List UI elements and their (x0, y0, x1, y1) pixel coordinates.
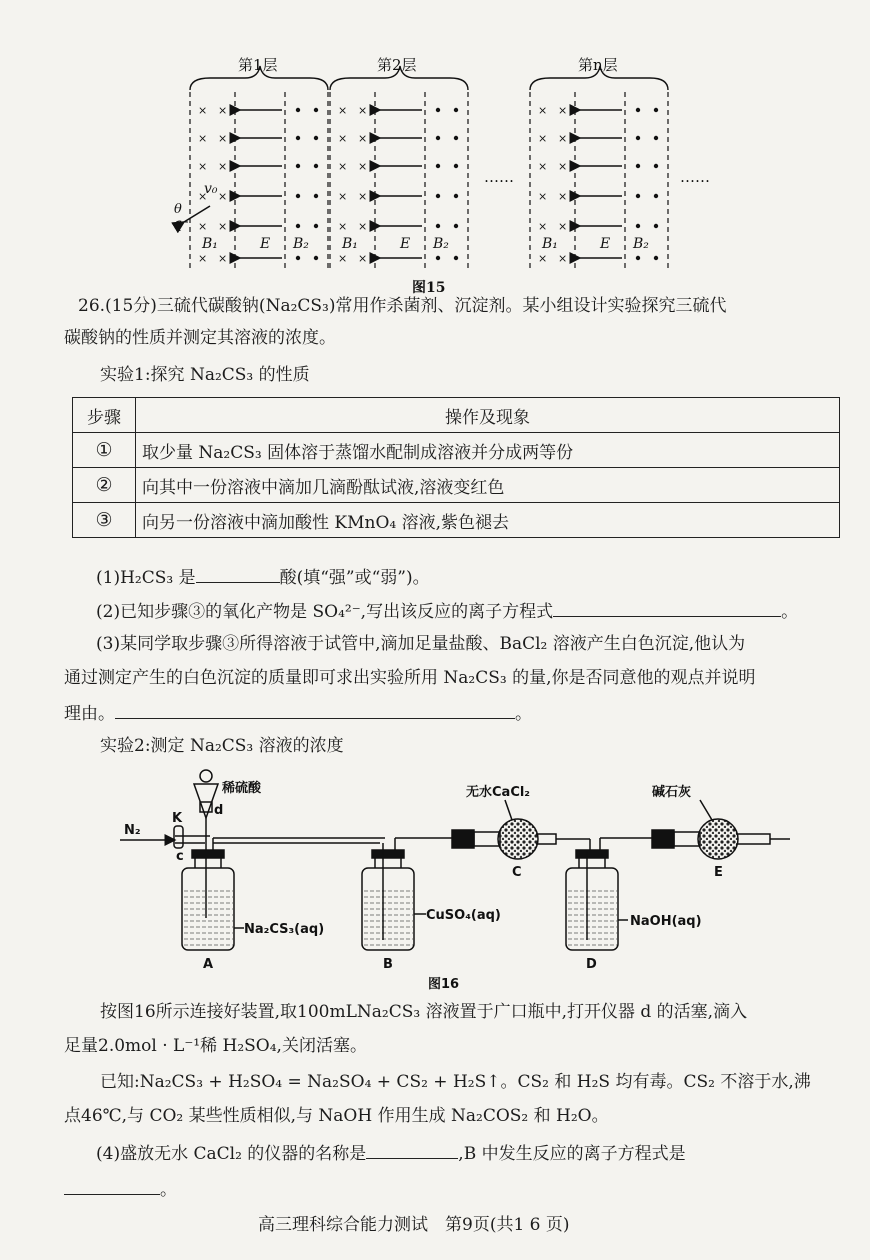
figure-15 (0, 0, 870, 300)
field-dot-mark (296, 194, 300, 198)
field-cross-mark: × (558, 160, 568, 173)
apparatus-c-label: C (512, 865, 522, 880)
field-dot-mark (436, 164, 440, 168)
step-number: ③ (73, 503, 136, 538)
field-dot-mark (314, 136, 318, 140)
field-dot-mark (454, 164, 458, 168)
q4-middle: ,B 中发生反应的离子方程式是 (458, 1144, 686, 1164)
steps-table (72, 397, 840, 538)
field-cross-mark: × (198, 132, 208, 145)
q4-suffix: 。 (160, 1180, 177, 1200)
field-dot-mark (436, 256, 440, 260)
e-label: E (400, 236, 411, 252)
field-cross-mark: × (358, 220, 368, 233)
table-row (73, 468, 840, 503)
q3-answer-blank[interactable] (115, 700, 515, 719)
field-cross-mark: × (538, 220, 548, 233)
b2-label: B₂ (293, 236, 309, 252)
field-cross-mark: × (558, 190, 568, 203)
field-cross-mark: × (338, 220, 348, 233)
field-cross-mark: × (198, 104, 208, 117)
layern-label: 第n层 (578, 56, 618, 74)
q26-intro-line1: 26.(15分)三硫代碳酸钠(Na₂CS₃)常用作杀菌剂、沉淀剂。某小组设计实验探究三硫代 (78, 296, 727, 316)
field-dot-mark (436, 194, 440, 198)
col-desc-header: 操作及现象 (136, 398, 840, 433)
para1-line2: 足量2.0mol · L⁻¹稀 H₂SO₄,关闭活塞。 (64, 1036, 367, 1056)
field-dot-mark (636, 256, 640, 260)
step-desc: 取少量 Na₂CS₃ 固体溶于蒸馏水配制成溶液并分成两等份 (136, 433, 840, 468)
table-row (73, 433, 840, 468)
b2-label: B₂ (433, 236, 449, 252)
field-cross-mark: × (218, 252, 228, 265)
soda-lime-label: 碱石灰 (652, 785, 692, 800)
field-dot-mark (636, 108, 640, 112)
field-dot-mark (296, 136, 300, 140)
theta-label: θ (174, 202, 182, 217)
cacl2-label: 无水CaCl₂ (466, 785, 531, 800)
page-footer: 高三理科综合能力测试 第9页(共1 6 页) (258, 1215, 570, 1235)
field-cross-mark: × (358, 252, 368, 265)
field-dot-mark (296, 108, 300, 112)
ellipsis-1: …… (484, 168, 514, 186)
apparatus-d-label: D (586, 957, 597, 972)
acid-label: 稀硫酸 (222, 781, 262, 796)
field-dot-mark (454, 224, 458, 228)
fig16-caption: 图16 (428, 977, 460, 992)
valve-c-label: c (176, 849, 184, 864)
d-solution-label: NaOH(aq) (630, 914, 702, 929)
field-cross-mark: × (538, 104, 548, 117)
field-cross-mark: × (338, 252, 348, 265)
para2-line1: 已知:Na₂CS₃ + H₂SO₄ = Na₂SO₄ + CS₂ + H₂S↑。CS₂ 和 H₂S 均有毒。CS₂ 不溶于水,沸 (100, 1072, 811, 1092)
field-dot-mark (296, 256, 300, 260)
field-dot-mark (314, 108, 318, 112)
exp2-title: 实验2:测定 Na₂CS₃ 溶液的浓度 (100, 736, 344, 756)
q4-answer-blank-1[interactable] (366, 1140, 458, 1159)
field-dot-mark (436, 108, 440, 112)
field-cross-mark: × (558, 252, 568, 265)
valve-k-label: K (172, 811, 183, 826)
layer1-label: 第1层 (238, 56, 278, 74)
apparatus-a-label: A (203, 957, 214, 972)
field-dot-mark (654, 164, 658, 168)
field-dot-mark (314, 256, 318, 260)
question-3-end (64, 700, 532, 727)
col-step-header: 步骤 (73, 398, 136, 433)
exp1-title: 实验1:探究 Na₂CS₃ 的性质 (100, 365, 310, 385)
q-label: q (173, 216, 182, 232)
b2-label: B₂ (633, 236, 649, 252)
field-cross-mark: × (338, 104, 348, 117)
field-dot-mark (454, 194, 458, 198)
field-dot-mark (636, 136, 640, 140)
field-cross-mark: × (538, 190, 548, 203)
field-cross-mark: × (338, 190, 348, 203)
field-dot-mark (314, 164, 318, 168)
field-cross-mark: × (558, 104, 568, 117)
field-dot-mark (314, 224, 318, 228)
field-cross-mark: × (198, 252, 208, 265)
question-4-end (64, 1176, 177, 1203)
field-dot-mark (636, 194, 640, 198)
field-cross-mark: × (198, 220, 208, 233)
layer2-label: 第2层 (377, 56, 417, 74)
field-cross-mark: × (218, 220, 228, 233)
field-cross-mark: × (338, 132, 348, 145)
table-row (73, 503, 840, 538)
b-solution-label: CuSO₄(aq) (426, 908, 501, 923)
field-cross-mark: × (218, 104, 228, 117)
e-label: E (600, 236, 611, 252)
field-dot-mark (454, 108, 458, 112)
figure-16 (0, 768, 870, 998)
a-solution-label: Na₂CS₃(aq) (244, 922, 325, 937)
q2-suffix: 。 (781, 602, 799, 622)
field-dot-mark (636, 224, 640, 228)
b1-label: B₁ (542, 236, 558, 252)
table-header (73, 398, 840, 433)
field-dot-mark (654, 194, 658, 198)
q3-line3: 理由。 (64, 704, 115, 724)
q2-answer-blank[interactable] (553, 598, 781, 617)
q4-answer-blank-2[interactable] (64, 1176, 160, 1195)
question-1 (96, 564, 430, 591)
field-dot-mark (636, 164, 640, 168)
q2-prefix: (2)已知步骤③的氧化产物是 SO₄²⁻,写出该反应的离子方程式 (96, 602, 554, 622)
funnel-d-label: d (214, 803, 224, 818)
q3-suffix: 。 (515, 704, 532, 724)
field-cross-mark: × (218, 190, 228, 203)
n2-label: N₂ (124, 823, 141, 838)
question-4 (96, 1140, 686, 1167)
field-cross-mark: × (538, 160, 548, 173)
field-dot-mark (314, 194, 318, 198)
field-dot-mark (296, 224, 300, 228)
step-number: ② (73, 468, 136, 503)
q4-prefix: (4)盛放无水 CaCl₂ 的仪器的名称是 (96, 1144, 367, 1164)
field-dot-mark (436, 136, 440, 140)
field-cross-mark: × (218, 132, 228, 145)
field-dot-mark (454, 136, 458, 140)
field-cross-mark: × (198, 190, 208, 203)
field-dot-mark (654, 136, 658, 140)
q1-prefix: (1)H₂CS₃ 是 (96, 568, 196, 588)
b1-label: B₁ (342, 236, 358, 252)
ellipsis-2: …… (680, 168, 710, 186)
step-desc: 向另一份溶液中滴加酸性 KMnO₄ 溶液,紫色褪去 (136, 503, 840, 538)
field-cross-mark: × (558, 132, 568, 145)
field-dot-mark (454, 256, 458, 260)
field-dot-mark (654, 224, 658, 228)
e-label: E (260, 236, 271, 252)
field-cross-mark: × (218, 160, 228, 173)
field-cross-mark: × (338, 160, 348, 173)
field-cross-mark: × (538, 132, 548, 145)
q1-suffix: 酸(填“强”或“弱”)。 (279, 568, 430, 588)
q26-intro-line2: 碳酸钠的性质并测定其溶液的浓度。 (64, 328, 336, 348)
field-dot-mark (654, 108, 658, 112)
v0-label: v₀ (204, 181, 218, 197)
step-desc: 向其中一份溶液中滴加几滴酚酞试液,溶液变红色 (136, 468, 840, 503)
apparatus-b-label: B (383, 957, 393, 972)
field-cross-mark: × (358, 190, 368, 203)
q3-line2: 通过测定产生的白色沉淀的质量即可求出实验所用 Na₂CS₃ 的量,你是否同意他的观点并说明 (64, 668, 756, 688)
field-cross-mark: × (558, 220, 568, 233)
para1-line1: 按图16所示连接好装置,取100mLNa₂CS₃ 溶液置于广口瓶中,打开仪器 d 的活塞,滴入 (100, 1002, 748, 1022)
question-2 (96, 598, 798, 625)
field-cross-mark: × (198, 160, 208, 173)
field-cross-mark: × (358, 104, 368, 117)
para2-line2: 点46℃,与 CO₂ 某些性质相似,与 NaOH 作用生成 Na₂COS₂ 和 H₂O。 (64, 1106, 609, 1126)
step-number: ① (73, 433, 136, 468)
field-dot-mark (436, 224, 440, 228)
field-cross-mark: × (358, 160, 368, 173)
fig15-caption: 图15 (412, 280, 446, 296)
b1-label: B₁ (202, 236, 218, 252)
field-cross-mark: × (358, 132, 368, 145)
field-dot-mark (296, 164, 300, 168)
q3-line1: (3)某同学取步骤③所得溶液于试管中,滴加足量盐酸、BaCl₂ 溶液产生白色沉淀,他认为 (96, 634, 746, 654)
q1-answer-blank[interactable] (196, 564, 280, 583)
field-dot-mark (654, 256, 658, 260)
apparatus-e-label: E (714, 865, 723, 880)
field-cross-mark: × (538, 252, 548, 265)
